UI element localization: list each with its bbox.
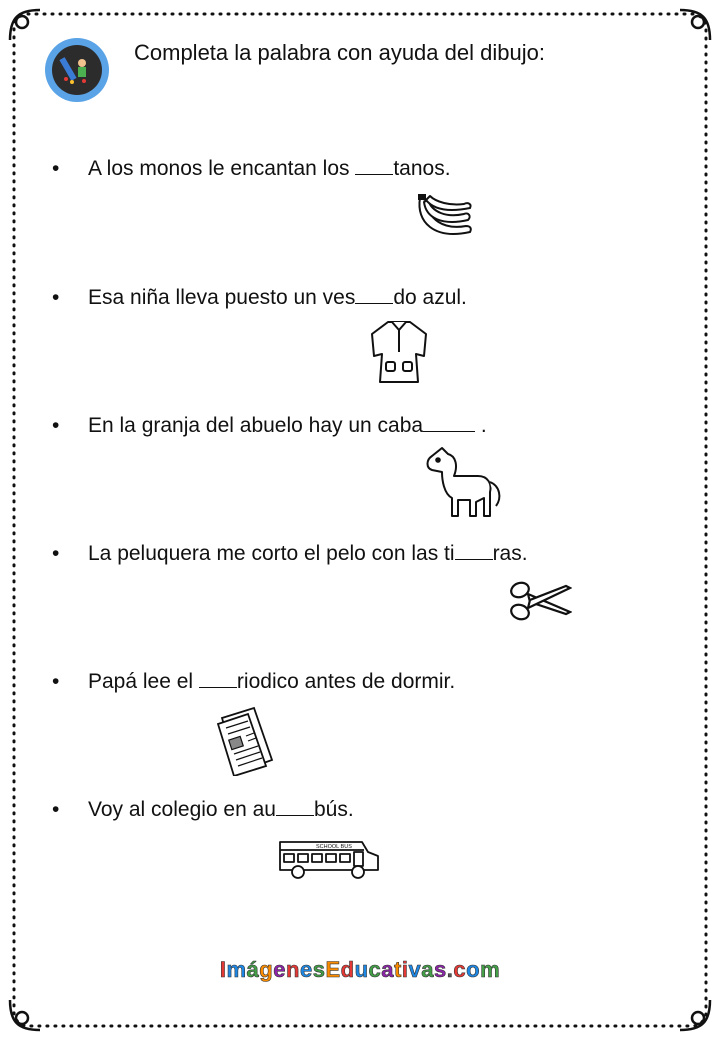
footer-letter: a (421, 957, 434, 982)
footer-letter: á (246, 957, 260, 982)
bullet: • (52, 798, 60, 821)
footer-letter: d (340, 957, 355, 982)
footer-letter: o (466, 957, 481, 982)
footer-letter: c (368, 957, 382, 982)
exercise-item-2: • Esa niña lleva puesto un ves do azul. (52, 286, 467, 309)
footer-letter: e (273, 957, 286, 982)
answer-blank[interactable] (355, 156, 393, 175)
exercise-item-6: • Voy al colegio en au bús. (52, 798, 354, 821)
footer-letter: E (325, 957, 341, 982)
answer-blank[interactable] (355, 285, 393, 304)
footer-letter: s (434, 957, 447, 982)
page-title: Completa la palabra con ayuda del dibujo: (134, 40, 545, 65)
footer-letter: i (401, 957, 409, 982)
footer-letter: g (259, 957, 274, 982)
answer-blank[interactable] (423, 413, 475, 432)
answer-blank[interactable] (199, 669, 237, 688)
footer-letter: v (408, 957, 422, 982)
footer-letter: a (381, 957, 395, 982)
bus-label: SCHOOL BUS (316, 844, 352, 850)
site-footer-brand (0, 957, 720, 983)
bullet: • (52, 414, 60, 437)
bullet: • (52, 286, 60, 309)
footer-letter: . (446, 957, 454, 982)
exercise-item-3: • En la granja del abuelo hay un caba . (52, 414, 487, 437)
dress-icon (366, 318, 432, 386)
banana-icon (414, 192, 476, 244)
footer-letter: c (453, 957, 467, 982)
scissors-icon (508, 576, 572, 624)
footer-letter: I (219, 957, 227, 982)
footer-letter: n (286, 957, 300, 982)
footer-letter: m (480, 957, 501, 982)
bullet: • (52, 542, 60, 565)
bullet: • (52, 670, 60, 693)
school-bus-icon (276, 838, 382, 880)
footer-letter: m (226, 957, 247, 982)
site-logo-icon (44, 37, 110, 103)
footer-letter: s (312, 957, 326, 982)
exercise-item-4: • La peluquera me corto el pelo con las ti ras. (52, 542, 528, 565)
answer-blank[interactable] (276, 797, 314, 816)
newspaper-icon (214, 704, 280, 776)
exercise-item-5: • Papá lee el riodico antes de dormir. (52, 670, 456, 693)
footer-letter: u (354, 957, 369, 982)
footer-letter: e (299, 957, 313, 982)
footer-letter: t (394, 957, 402, 982)
horse-icon (424, 446, 504, 520)
answer-blank[interactable] (455, 541, 493, 560)
exercise-item-1: • A los monos le encantan los tanos. (52, 157, 451, 180)
bullet: • (52, 157, 60, 180)
